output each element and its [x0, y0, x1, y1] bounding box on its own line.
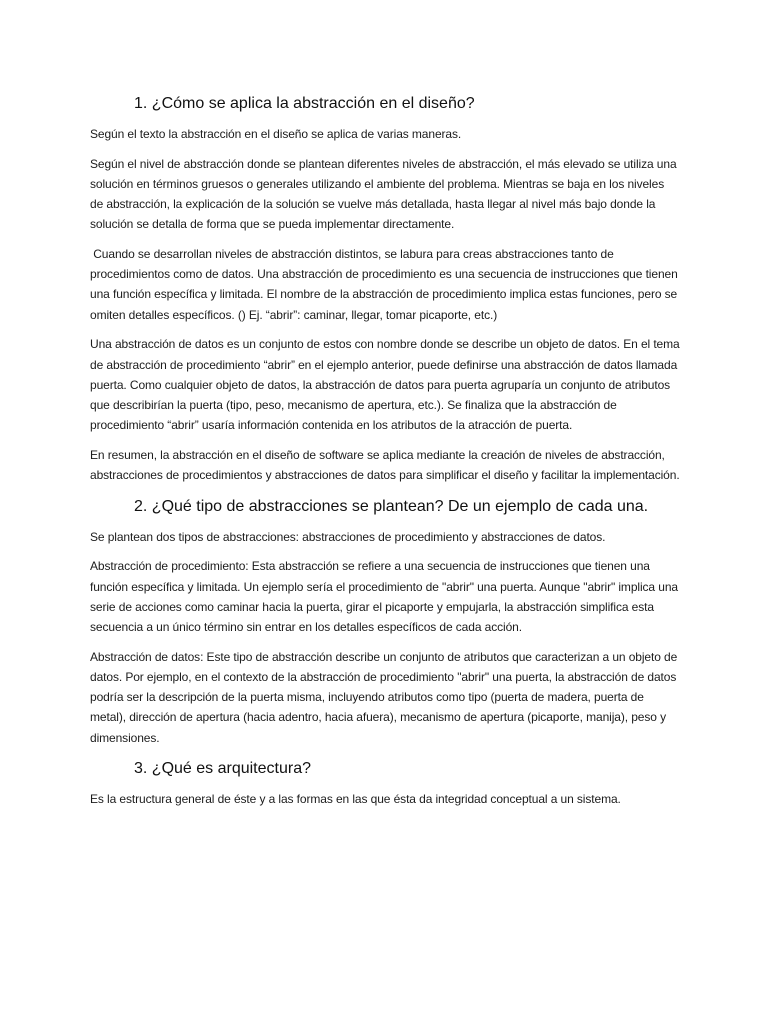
section-3-paragraph: Es la estructura general de éste y a las formas en las que ésta da integridad conceptual a un sistema. [90, 792, 621, 807]
section-2-heading: 2. ¿Qué tipo de abstracciones se plantean? De un ejemplo de cada una. [134, 497, 649, 515]
section-2-paragraph: Abstracción de procedimiento: Esta abstracción se refiere a una secuencia de instrucciones que tienen una función específica y limitada. Un ejemplo sería el procedimiento de "abrir" una puerta. Aunque "abrir" implica una serie de acciones como caminar hacia la puerta, girar el picaporte y empujarla, la abstracción simplifica esta secuencia a un único término sin entrar en los detalles específicos de cada acción. [90, 559, 678, 635]
section-1-paragraph: Cuando se desarrollan niveles de abstracción distintos, se labura para creas abstracciones tanto de procedimientos como de datos. Una abstracción de procedimiento es una secuencia de instrucciones que tienen una función específica y limitada. El nombre de la abstracción de procedimiento implica estas funciones, pero se omiten detalles específicos. () Ej. “abrir”: caminar, llegar, tomar picaporte, etc.) [90, 247, 681, 322]
section-2-paragraph: Abstracción de datos: Este tipo de abstracción describe un conjunto de atributos que caracterizan a un objeto de datos. Por ejemplo, en el contexto de la abstracción de procedimiento "abrir" una puerta, la abstracción de datos podría ser la descripción de la puerta misma, incluyendo atributos como tipo (puerta de madera, puerta de metal), dirección de apertura (hacia adentro, hacia afuera), mecanismo de apertura (picaporte, manija), peso y dimensiones. [90, 649, 678, 745]
section-3-heading: 3. ¿Qué es arquitectura? [134, 760, 311, 778]
section-2-paragraph: Se plantean dos tipos de abstracciones: abstracciones de procedimiento y abstracciones de datos. [90, 529, 606, 544]
section-1-paragraph: Una abstracción de datos es un conjunto de estos con nombre donde se describe un objeto de datos. En el tema de abstracción de procedimiento “abrir” en el ejemplo anterior, puede definirse una abstracción de datos llamada puerta. Como cualquier objeto de datos, la abstracción de datos para puerta agruparía un conjunto de atributos que describirían la puerta (tipo, peso, mecanismo de apertura, etc.). Se finaliza que la abstracción de procedimiento “abrir” usaría información contenida en los atributos de la atracción de puerta. [90, 337, 680, 433]
section-1-heading: 1. ¿Cómo se aplica la abstracción en el diseño? [134, 95, 475, 112]
document-body [90, 92, 680, 819]
section-1-paragraph: Según el nivel de abstracción donde se plantean diferentes niveles de abstracción, el más elevado se utiliza una solución en términos gruesos o generales utilizando el ambiente del problema. Mientras se baja en los niveles de abstracción, la explicación de la solución se vuelve más detallada, hasta llegar al nivel más bajo donde la solución se detalla de forma que se pueda implementar directamente. [90, 156, 677, 232]
section-1-paragraph: Según el texto la abstracción en el diseño se aplica de varias maneras. [90, 127, 462, 141]
section-1-paragraph: En resumen, la abstracción en el diseño de software se aplica mediante la creación de niveles de abstracción, abstracciones de procedimientos y abstracciones de datos para simplificar el diseño y facilitar la implementación. [90, 447, 680, 483]
